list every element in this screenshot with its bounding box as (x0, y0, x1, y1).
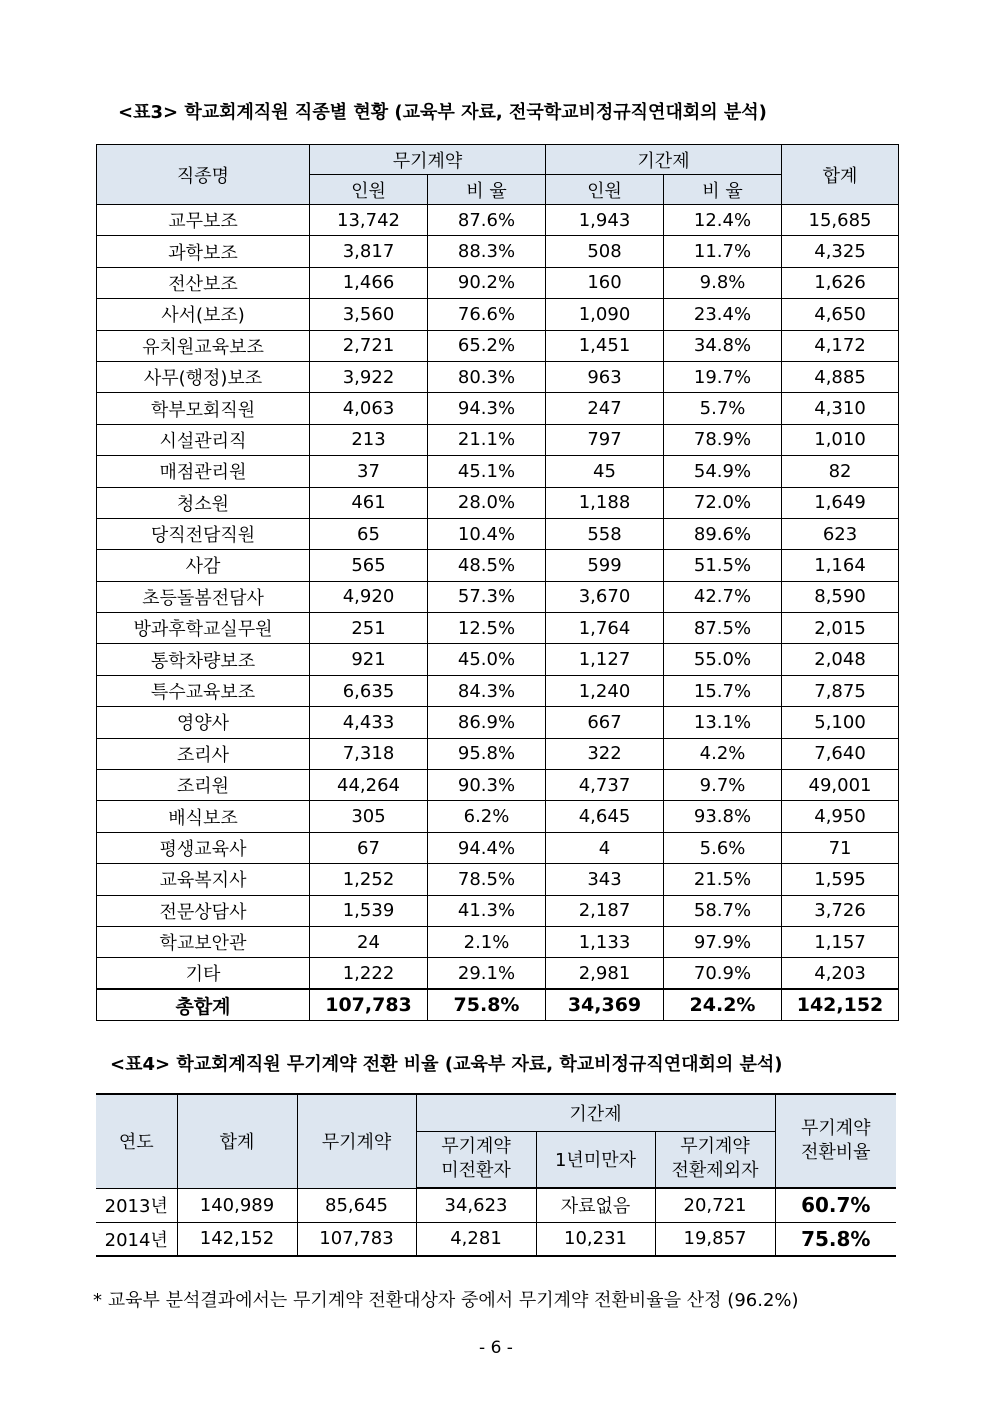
permanent-count-cell: 3,560 (310, 299, 428, 330)
permanent-count-cell: 565 (310, 550, 428, 581)
fixed-ratio-cell: 11.7% (664, 236, 782, 267)
permanent-ratio-cell: 45.1% (428, 456, 546, 487)
job-name-cell: 교육복지사 (97, 864, 310, 895)
permanent-count-cell: 13,742 (310, 205, 428, 236)
table-row (97, 361, 899, 392)
header-permanent: 무기계약 (310, 145, 546, 175)
header-excluded: 무기계약 전환제외자 (655, 1131, 775, 1188)
job-name-cell: 통학차량보조 (97, 644, 310, 675)
fixed-count-cell: 4 (546, 832, 664, 863)
job-name-cell: 배식보조 (97, 801, 310, 832)
permanent-ratio-cell: 90.3% (428, 770, 546, 801)
header-under-one-year: 1년미만자 (536, 1131, 655, 1188)
fixed-ratio-cell: 97.9% (664, 926, 782, 957)
fixed-ratio-cell: 21.5% (664, 864, 782, 895)
job-name-cell: 전문상담사 (97, 895, 310, 926)
permanent-cell: 85,645 (297, 1188, 416, 1222)
fixed-ratio-cell: 5.6% (664, 832, 782, 863)
footnote: * 교육부 분석결과에서는 무기계약 전환대상자 중에서 무기계약 전환비율을 산정 (96.2%) (93, 1290, 799, 1311)
total-row (97, 989, 899, 1020)
total-cell: 1,010 (782, 424, 899, 455)
excluded-cell: 19,857 (655, 1222, 775, 1256)
total-cell: 1,626 (782, 267, 899, 298)
table-row (97, 801, 899, 832)
conversion-rate-cell: 60.7% (775, 1188, 896, 1222)
conversion-rate-cell: 75.8% (775, 1222, 896, 1256)
header-permanent-ratio: 비 율 (428, 175, 546, 205)
header-job: 직종명 (97, 145, 310, 205)
table-row (97, 299, 899, 330)
job-name-cell: 조리원 (97, 770, 310, 801)
fixed-count-cell: 797 (546, 424, 664, 455)
total-cell: 7,875 (782, 675, 899, 706)
fixed-ratio-cell: 5.7% (664, 393, 782, 424)
permanent-ratio-cell: 76.6% (428, 299, 546, 330)
permanent-ratio-cell: 6.2% (428, 801, 546, 832)
job-name-cell: 특수교육보조 (97, 675, 310, 706)
fixed-ratio-cell: 87.5% (664, 613, 782, 644)
job-name-cell: 전산보조 (97, 267, 310, 298)
job-name-cell: 학교보안관 (97, 926, 310, 957)
fixed-count-cell: 1,240 (546, 675, 664, 706)
fixed-count-cell: 599 (546, 550, 664, 581)
permanent-ratio-cell: 48.5% (428, 550, 546, 581)
total-cell: 1,157 (782, 926, 899, 957)
permanent-count-cell: 305 (310, 801, 428, 832)
permanent-count-cell: 4,433 (310, 707, 428, 738)
permanent-ratio-cell: 78.5% (428, 864, 546, 895)
fixed-count-cell: 558 (546, 518, 664, 549)
total-cell: 4,650 (782, 299, 899, 330)
permanent-ratio-cell: 84.3% (428, 675, 546, 706)
total-cell: 2,015 (782, 613, 899, 644)
table-row (97, 393, 899, 424)
fixed-count-cell: 343 (546, 864, 664, 895)
fixed-ratio-cell: 23.4% (664, 299, 782, 330)
not-converted-cell: 34,623 (416, 1188, 536, 1222)
permanent-ratio-cell: 65.2% (428, 330, 546, 361)
grand-job-name-cell: 총합계 (97, 989, 310, 1020)
table-row (97, 644, 899, 675)
fixed-ratio-cell: 70.9% (664, 958, 782, 989)
fixed-count-cell: 2,187 (546, 895, 664, 926)
permanent-ratio-cell: 12.5% (428, 613, 546, 644)
fixed-count-cell: 247 (546, 393, 664, 424)
job-name-cell: 방과후학교실무원 (97, 613, 310, 644)
table-row (97, 487, 899, 518)
table-row (97, 770, 899, 801)
fixed-ratio-cell: 89.6% (664, 518, 782, 549)
fixed-count-cell: 1,764 (546, 613, 664, 644)
fixed-count-cell: 1,188 (546, 487, 664, 518)
header-permanent-count: 인원 (310, 175, 428, 205)
permanent-ratio-cell: 29.1% (428, 958, 546, 989)
table3-caption: <표3> 학교회계직원 직종별 현황 (교육부 자료, 전국학교비정규직연대회의 분석) (118, 102, 767, 123)
job-name-cell: 평생교육사 (97, 832, 310, 863)
fixed-count-cell: 2,981 (546, 958, 664, 989)
permanent-count-cell: 1,222 (310, 958, 428, 989)
total-cell: 4,950 (782, 801, 899, 832)
header-total: 합계 (782, 145, 899, 205)
job-name-cell: 교무보조 (97, 205, 310, 236)
fixed-count-cell: 3,670 (546, 581, 664, 612)
table-row (97, 236, 899, 267)
permanent-count-cell: 7,318 (310, 738, 428, 769)
table-row (97, 926, 899, 957)
permanent-ratio-cell: 95.8% (428, 738, 546, 769)
fixed-count-cell: 1,090 (546, 299, 664, 330)
job-name-cell: 조리사 (97, 738, 310, 769)
fixed-count-cell: 1,943 (546, 205, 664, 236)
permanent-ratio-cell: 2.1% (428, 926, 546, 957)
fixed-ratio-cell: 54.9% (664, 456, 782, 487)
total-cell: 4,325 (782, 236, 899, 267)
table-row (97, 707, 899, 738)
permanent-count-cell: 67 (310, 832, 428, 863)
permanent-count-cell: 6,635 (310, 675, 428, 706)
job-name-cell: 시설관리직 (97, 424, 310, 455)
under-one-year-cell: 자료없음 (536, 1188, 655, 1222)
fixed-ratio-cell: 42.7% (664, 581, 782, 612)
fixed-ratio-cell: 34.8% (664, 330, 782, 361)
table-row (97, 424, 899, 455)
header-fixed-term: 기간제 (546, 145, 782, 175)
permanent-ratio-cell: 90.2% (428, 267, 546, 298)
permanent-ratio-cell: 87.6% (428, 205, 546, 236)
permanent-count-cell: 44,264 (310, 770, 428, 801)
job-name-cell: 청소원 (97, 487, 310, 518)
table4-caption: <표4> 학교회계직원 무기계약 전환 비율 (교육부 자료, 학교비정규직연대회의 분석) (110, 1054, 783, 1075)
header-fixed-ratio: 비 율 (664, 175, 782, 205)
permanent-ratio-cell: 21.1% (428, 424, 546, 455)
year-cell: 2013년 (96, 1188, 177, 1222)
table-row (97, 895, 899, 926)
table-row (97, 738, 899, 769)
job-name-cell: 영양사 (97, 707, 310, 738)
permanent-count-cell: 4,063 (310, 393, 428, 424)
fixed-ratio-cell: 51.5% (664, 550, 782, 581)
grand-total-cell: 142,152 (782, 989, 899, 1020)
table-row (97, 581, 899, 612)
excluded-cell: 20,721 (655, 1188, 775, 1222)
permanent-count-cell: 461 (310, 487, 428, 518)
permanent-count-cell: 3,817 (310, 236, 428, 267)
fixed-ratio-cell: 9.7% (664, 770, 782, 801)
total-cell: 140,989 (177, 1188, 297, 1222)
permanent-count-cell: 37 (310, 456, 428, 487)
fixed-ratio-cell: 4.2% (664, 738, 782, 769)
permanent-count-cell: 65 (310, 518, 428, 549)
fixed-count-cell: 4,737 (546, 770, 664, 801)
total-cell: 3,726 (782, 895, 899, 926)
header-fixed-count: 인원 (546, 175, 664, 205)
total-cell: 142,152 (177, 1222, 297, 1256)
header-conversion-rate: 무기계약 전환비율 (775, 1094, 896, 1188)
job-name-cell: 매점관리원 (97, 456, 310, 487)
fixed-count-cell: 45 (546, 456, 664, 487)
permanent-ratio-cell: 94.4% (428, 832, 546, 863)
grand-permanent-count-cell: 107,783 (310, 989, 428, 1020)
permanent-ratio-cell: 94.3% (428, 393, 546, 424)
job-name-cell: 초등돌봄전담사 (97, 581, 310, 612)
total-cell: 8,590 (782, 581, 899, 612)
job-name-cell: 유치원교육보조 (97, 330, 310, 361)
total-cell: 15,685 (782, 205, 899, 236)
table-row (97, 518, 899, 549)
total-cell: 49,001 (782, 770, 899, 801)
fixed-count-cell: 667 (546, 707, 664, 738)
total-cell: 7,640 (782, 738, 899, 769)
total-cell: 623 (782, 518, 899, 549)
job-name-cell: 사감 (97, 550, 310, 581)
table-row (97, 550, 899, 581)
conversion-rate-table (96, 1093, 896, 1257)
job-type-table (96, 144, 899, 1021)
total-cell: 4,203 (782, 958, 899, 989)
total-cell: 5,100 (782, 707, 899, 738)
permanent-count-cell: 24 (310, 926, 428, 957)
fixed-ratio-cell: 93.8% (664, 801, 782, 832)
job-name-cell: 사서(보조) (97, 299, 310, 330)
permanent-ratio-cell: 45.0% (428, 644, 546, 675)
table-row (97, 864, 899, 895)
job-name-cell: 과학보조 (97, 236, 310, 267)
header-permanent: 무기계약 (297, 1094, 416, 1188)
total-cell: 1,164 (782, 550, 899, 581)
permanent-ratio-cell: 57.3% (428, 581, 546, 612)
header-total: 합계 (177, 1094, 297, 1188)
table-row (97, 613, 899, 644)
fixed-count-cell: 508 (546, 236, 664, 267)
job-name-cell: 사무(행정)보조 (97, 361, 310, 392)
table-row (97, 675, 899, 706)
table-row (96, 1188, 896, 1222)
fixed-ratio-cell: 78.9% (664, 424, 782, 455)
total-cell: 4,172 (782, 330, 899, 361)
table-row (97, 330, 899, 361)
header-not-converted: 무기계약 미전환자 (416, 1131, 536, 1188)
permanent-ratio-cell: 80.3% (428, 361, 546, 392)
total-cell: 71 (782, 832, 899, 863)
fixed-ratio-cell: 72.0% (664, 487, 782, 518)
fixed-count-cell: 160 (546, 267, 664, 298)
total-cell: 4,885 (782, 361, 899, 392)
year-cell: 2014년 (96, 1222, 177, 1256)
permanent-ratio-cell: 10.4% (428, 518, 546, 549)
fixed-ratio-cell: 13.1% (664, 707, 782, 738)
fixed-count-cell: 1,127 (546, 644, 664, 675)
total-cell: 4,310 (782, 393, 899, 424)
header-year: 연도 (96, 1094, 177, 1188)
table-row (97, 267, 899, 298)
grand-fixed-count-cell: 34,369 (546, 989, 664, 1020)
fixed-ratio-cell: 12.4% (664, 205, 782, 236)
fixed-ratio-cell: 15.7% (664, 675, 782, 706)
table-row (97, 958, 899, 989)
permanent-count-cell: 213 (310, 424, 428, 455)
permanent-cell: 107,783 (297, 1222, 416, 1256)
total-cell: 1,649 (782, 487, 899, 518)
permanent-ratio-cell: 86.9% (428, 707, 546, 738)
under-one-year-cell: 10,231 (536, 1222, 655, 1256)
table-row (97, 205, 899, 236)
fixed-ratio-cell: 9.8% (664, 267, 782, 298)
permanent-count-cell: 1,466 (310, 267, 428, 298)
total-cell: 2,048 (782, 644, 899, 675)
permanent-count-cell: 1,252 (310, 864, 428, 895)
fixed-count-cell: 1,451 (546, 330, 664, 361)
fixed-ratio-cell: 19.7% (664, 361, 782, 392)
total-cell: 82 (782, 456, 899, 487)
table-row (96, 1222, 896, 1256)
permanent-count-cell: 251 (310, 613, 428, 644)
fixed-count-cell: 4,645 (546, 801, 664, 832)
permanent-count-cell: 2,721 (310, 330, 428, 361)
header-fixed-term: 기간제 (416, 1094, 775, 1131)
grand-fixed-ratio-cell: 24.2% (664, 989, 782, 1020)
total-cell: 1,595 (782, 864, 899, 895)
table-row (97, 456, 899, 487)
page-number: - 6 - (479, 1338, 513, 1358)
job-name-cell: 학부모회직원 (97, 393, 310, 424)
fixed-count-cell: 1,133 (546, 926, 664, 957)
fixed-count-cell: 963 (546, 361, 664, 392)
grand-permanent-ratio-cell: 75.8% (428, 989, 546, 1020)
fixed-ratio-cell: 55.0% (664, 644, 782, 675)
table-row (97, 832, 899, 863)
permanent-count-cell: 4,920 (310, 581, 428, 612)
permanent-ratio-cell: 88.3% (428, 236, 546, 267)
fixed-count-cell: 322 (546, 738, 664, 769)
not-converted-cell: 4,281 (416, 1222, 536, 1256)
job-name-cell: 기타 (97, 958, 310, 989)
fixed-ratio-cell: 58.7% (664, 895, 782, 926)
permanent-ratio-cell: 28.0% (428, 487, 546, 518)
permanent-count-cell: 1,539 (310, 895, 428, 926)
job-name-cell: 당직전담직원 (97, 518, 310, 549)
permanent-count-cell: 921 (310, 644, 428, 675)
permanent-count-cell: 3,922 (310, 361, 428, 392)
permanent-ratio-cell: 41.3% (428, 895, 546, 926)
